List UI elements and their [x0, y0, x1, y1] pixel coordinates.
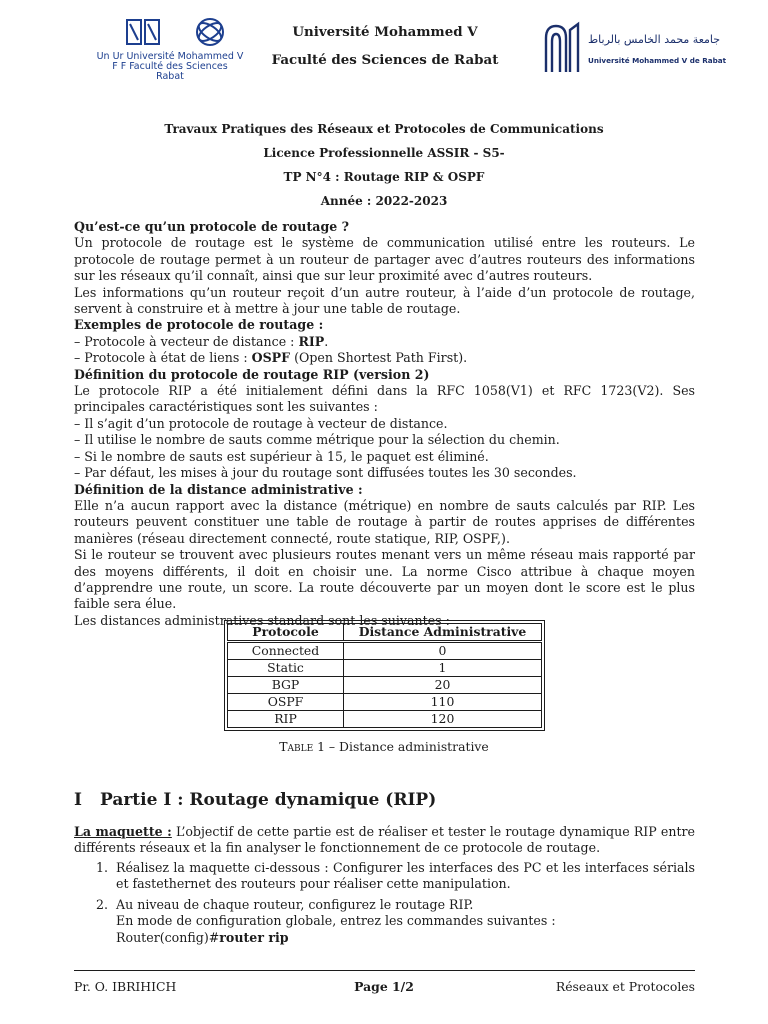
section-number: I: [74, 790, 82, 810]
table-cell-protocol: RIP: [228, 711, 344, 728]
step-text-line2: En mode de configuration globale, entrez les commandes suivantes :: [116, 913, 556, 929]
maquette-text: L’objectif de cette partie est de réaliser et tester le routage dynamique RIP entre différents réseaux et la fin analyser le fonctionnement de ce protocole de routage.: [74, 824, 696, 856]
faculty-name: Faculté des Sciences de Rabat: [271, 52, 499, 68]
table-row: [228, 660, 542, 677]
footer-course: Réseaux et Protocoles: [555, 979, 695, 994]
example-rip-suffix: .: [324, 333, 329, 349]
example-rip: [74, 334, 695, 350]
table-header-row: [228, 624, 542, 642]
table-caption-label: Table 1: [279, 739, 325, 754]
table-cell-distance: 110: [344, 694, 542, 711]
section-title: Partie I : Routage dynamique (RIP): [100, 790, 437, 810]
maquette-paragraph: [74, 824, 695, 857]
table-cell-distance: 0: [344, 642, 542, 660]
admin-distance-paragraph-1: Elle n’a aucun rapport avec la distance (métrique) en nombre de sauts calculés par RIP. Les routeurs peuvent constituer une table de routage à partir de routes apprises de différentes manières (réseau directement connecté, route statique, RIP, OSPF,).: [74, 497, 695, 546]
table-row: [228, 711, 542, 728]
step-number: 2.: [96, 896, 109, 912]
footer-page-number: Page 1/2: [354, 979, 414, 994]
program-title: Licence Professionnelle ASSIR - S5-: [263, 146, 505, 160]
rip-definition-paragraph: Le protocole RIP a été initialement défini dans la RFC 1058(V1) et RFC 1723(V2). Ses principales caractéristiques sont les suivantes :: [74, 383, 695, 415]
rip-bullet-4: – Par défaut, les mises à jour du routage sont diffusées toutes les 30 secondes.: [74, 465, 577, 481]
table-caption-text: – Distance administrative: [324, 739, 489, 754]
table-header-distance: Distance Administrative: [344, 624, 542, 642]
faculty-logo: [75, 16, 265, 83]
admin-distance-table: [227, 623, 542, 728]
routing-protocol-paragraph-2: Les informations qu’un routeur reçoit d’un autre routeur, à l’aide d’un protocole de routage, servent à construire et à mettre à jour une table de routage.: [74, 284, 695, 317]
command-prompt: Router(config)#: [116, 929, 220, 945]
step-text: Réalisez la maquette ci-dessous : Configurer les interfaces des PC et les interfaces sérials et fastethernet des routeurs pour réaliser cette manipulation.: [116, 860, 695, 892]
example-rip-name: RIP: [298, 333, 325, 349]
rip-bullet-2: – Il utilise le nombre de sauts comme métrique pour la sélection du chemin.: [74, 432, 560, 448]
table-cell-distance: 120: [344, 711, 542, 728]
faculty-logo-line1: Un Ur Université Mohammed V: [96, 51, 244, 63]
example-ospf-prefix: – Protocole à état de liens :: [74, 350, 252, 366]
steps-list: [74, 860, 695, 950]
example-ospf: [74, 350, 695, 366]
admin-distance-heading: Définition de la distance administrative :: [74, 481, 363, 497]
admin-distance-paragraph-2: Si le routeur se trouvent avec plusieurs routes menant vers un même réseau mais rapporté par des moyens différents, il doit en choisir une. La norme Cisco attribue à chaque moyen d’apprendre une route, un score. La route découverte par un moyen dont le score est le plus faible sera élue.: [74, 547, 695, 612]
university-logo-arabic: جامعة محمد الخامس بالرباط: [588, 33, 721, 46]
table-row: [228, 677, 542, 694]
example-ospf-suffix: (Open Shortest Path First).: [290, 350, 468, 366]
command-text: router rip: [219, 929, 289, 945]
university-emblem-icon: [540, 20, 584, 76]
university-logo-latin: Université Mohammed V de Rabat: [588, 56, 727, 65]
table-caption: [0, 739, 768, 755]
academic-year: Année : 2022-2023: [320, 194, 448, 208]
document-body: [74, 219, 695, 629]
table-row: [228, 642, 542, 660]
course-title: Travaux Pratiques des Réseaux et Protocoles de Communications: [164, 122, 604, 136]
table-row: [228, 694, 542, 711]
step-text-line1: Au niveau de chaque routeur, configurez le routage RIP.: [116, 896, 474, 912]
university-logo: [540, 20, 727, 76]
table-cell-distance: 1: [344, 660, 542, 677]
faculty-logo-line3: Rabat: [156, 71, 184, 83]
table-cell-protocol: Static: [228, 660, 344, 677]
faculty-emblem-icon: [75, 16, 265, 48]
faculty-logo-line2: F F Faculté des Sciences: [112, 61, 228, 73]
rip-bullet-1: – Il s’agit d’un protocole de routage à vecteur de distance.: [74, 415, 448, 431]
routing-protocol-paragraph-1: Un protocole de routage est le système de communication utilisé entre les routeurs. Le protocole de routage permet à un routeur de partager avec d’autres routeurs des informations sur les réseaux qu’il connaît, ainsi que sur leur proximité avec d’autres routeurs.: [74, 235, 695, 284]
rip-definition-heading: Définition du protocole de routage RIP (version 2): [74, 366, 430, 382]
table-cell-distance: 20: [344, 677, 542, 694]
maquette-label: La maquette :: [74, 824, 172, 839]
list-item: [74, 860, 695, 893]
admin-distance-paragraph-3: Les distances administratives standard sont les suivantes :: [74, 612, 450, 628]
step-number: 1.: [96, 860, 109, 875]
examples-heading: Exemples de protocole de routage :: [74, 317, 324, 333]
table-cell-protocol: BGP: [228, 677, 344, 694]
rip-bullet-3: – Si le nombre de sauts est supérieur à 15, le paquet est éliminé.: [74, 448, 489, 464]
routing-protocol-heading: Qu’est-ce qu’un protocole de routage ?: [74, 219, 350, 234]
step-command: [116, 930, 695, 946]
table-cell-protocol: Connected: [228, 642, 344, 660]
footer-author: Pr. O. IBRIHICH: [74, 979, 177, 994]
table-cell-protocol: OSPF: [228, 694, 344, 711]
example-rip-prefix: – Protocole à vecteur de distance :: [74, 333, 299, 349]
section-heading: [74, 792, 436, 808]
footer-divider: [74, 970, 695, 971]
example-ospf-name: OSPF: [251, 350, 291, 366]
tp-title: TP N°4 : Routage RIP & OSPF: [283, 170, 485, 184]
list-item: [74, 897, 695, 946]
university-name: Université Mohammed V: [292, 24, 478, 40]
table-header-protocol: Protocole: [228, 624, 344, 642]
